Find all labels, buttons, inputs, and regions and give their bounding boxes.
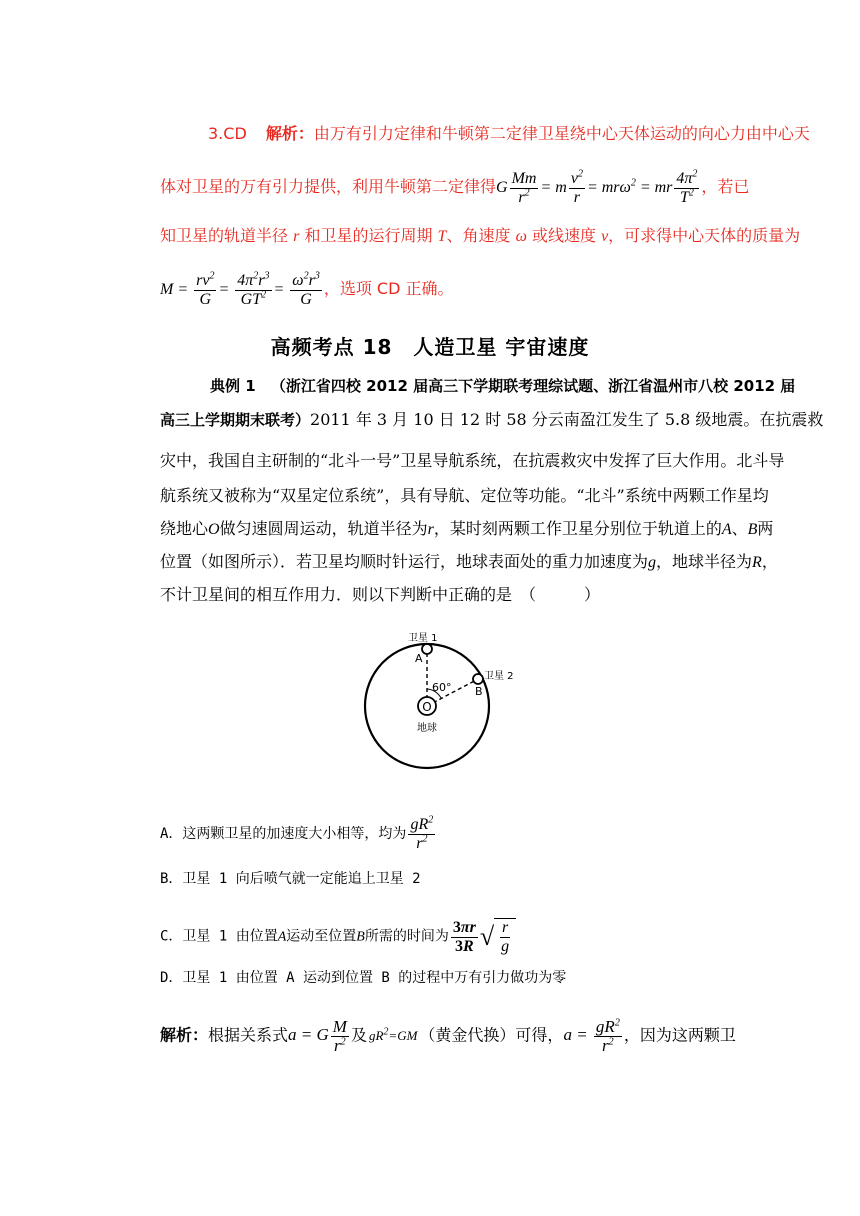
- var-omega: ω: [515, 228, 527, 245]
- var-O: O: [208, 521, 220, 538]
- var-v: v: [601, 228, 609, 245]
- analysis-line: [160, 1018, 736, 1055]
- analysis-text-2: 及: [350, 1025, 367, 1045]
- golden-substitution: $gR^2=GM$: [368, 1027, 418, 1044]
- analysis-formula-1: a = G $\frac{M}{r^2}$: [288, 1017, 347, 1055]
- prev-solution-text-3c: 、角速度: [446, 226, 511, 245]
- option-c-text-1: C．卫星 1 由位置: [160, 928, 278, 945]
- example-line-5: [160, 519, 773, 540]
- prev-solution-text-3a: 知卫星的轨道半径: [160, 226, 289, 245]
- var-B: B: [747, 521, 758, 538]
- prev-solution-line-4: [160, 272, 454, 309]
- angle-label: 60°: [432, 681, 452, 694]
- example-line-5a: 绕地心: [160, 519, 209, 538]
- example-line-7: 不计卫星间的相互作用力．则以下判断中正确的是 （ ）: [160, 585, 601, 604]
- prev-solution-line-1: [208, 124, 810, 144]
- analysis-text-3: （黄金代换）可得，: [419, 1025, 564, 1045]
- satellite-1-icon: [422, 644, 432, 654]
- var-R: R: [752, 554, 762, 571]
- var-r: r: [293, 228, 300, 245]
- prev-solution-line-2: [160, 170, 749, 207]
- option-c-formula: $\frac{3\pi r}{3R}$ √ $\frac{r}{g}$: [449, 928, 516, 945]
- example-line-5b: 做匀速圆周运动，轨道半径为: [219, 519, 428, 538]
- example-line-6a: 位置（如图所示）．若卫星均顺时针运行，地球表面处的重力加速度为: [160, 552, 649, 571]
- prev-solution-line-3: [160, 226, 800, 247]
- var-r-example: r: [427, 521, 434, 538]
- example-line-5c: ，某时刻两颗工作卫星分别位于轨道上的: [433, 519, 722, 538]
- point-B-label: B: [475, 685, 483, 698]
- analysis-text-4: ，因为这两颗卫: [623, 1025, 736, 1045]
- answer-number: 3.CD: [208, 124, 247, 143]
- example-line-2: [160, 410, 823, 430]
- prev-solution-text-4: ，选项 CD 正确。: [323, 279, 454, 299]
- analysis-label: 解析：: [265, 124, 314, 143]
- example-source-1: （浙江省四校 2012 届高三下学期联考理综试题、浙江省温州市八校 2012 届: [270, 377, 796, 395]
- gravity-equation: G $\frac{Mm}{r^2}$ = m $\frac{v^2}{r}$ = mrω$^2$ = mr $\frac{4\pi^2}{T^2}$: [496, 168, 698, 206]
- point-A-label: A: [415, 652, 423, 665]
- satellite-1-label: 卫星 1: [408, 633, 438, 644]
- option-a-formula: $\frac{gR^2}{r^2}$: [410, 814, 434, 852]
- example-line-6b: ，地球半径为: [656, 552, 753, 571]
- analysis-text-1: 根据关系式: [208, 1025, 289, 1045]
- example-line-4: 航系统又被称为“双星定位系统”，具有导航、定位等功能。“北斗”系统中两颗工作星均: [160, 486, 769, 505]
- analysis-formula-2: a = $\frac{gR^2}{r^2}$: [563, 1017, 620, 1055]
- prev-solution-text-3e: ，可求得中心天体的质量为: [608, 226, 801, 245]
- example-line-3: 灾中，我国自主研制的“北斗一号”卫星导航系统，在抗震救灾中发挥了巨大作用。北斗导: [160, 451, 785, 470]
- example-line-5d: 、: [731, 519, 748, 538]
- option-a-text: A．这两颗卫星的加速度大小相等，均为: [160, 826, 407, 843]
- option-c-B: B: [356, 929, 365, 945]
- example-line-6: [160, 552, 778, 573]
- prev-solution-text-3b: 和卫星的运行周期: [304, 226, 433, 245]
- example-line-6c: ，: [761, 552, 778, 571]
- prev-solution-text-3d: 或线速度: [531, 226, 596, 245]
- var-T: T: [437, 228, 447, 245]
- analysis-label-2: 解析：: [160, 1025, 209, 1045]
- section-heading: 高频考点 18 人造卫星 宇宙速度: [270, 335, 590, 359]
- option-c: [160, 918, 516, 956]
- earth-label: 地球: [417, 723, 437, 734]
- var-g: g: [648, 554, 657, 571]
- example-line-1: [210, 376, 795, 396]
- example-source-2: 高三上学期期末联考）: [160, 411, 311, 429]
- prev-solution-text-1: 由万有引力定律和牛顿第二定律卫星绕中心天体运动的向心力由中心天: [313, 124, 810, 143]
- option-b: B．卫星 1 向后喷气就一定能追上卫星 2: [160, 871, 421, 887]
- option-c-text-3: 所需的时间为: [364, 928, 449, 945]
- var-A: A: [721, 521, 732, 538]
- prev-solution-text-2b: ，若已: [701, 177, 750, 197]
- option-a: [160, 816, 437, 853]
- orbit-diagram: [366, 629, 514, 774]
- prev-solution-text-2a: 体对卫星的万有引力提供，利用牛顿第二定律得: [160, 177, 497, 197]
- satellite-2-label: 卫星 2: [484, 671, 514, 682]
- option-d: D．卫星 1 由位置 A 运动到位置 B 的过程中万有引力做功为零: [160, 970, 567, 986]
- option-c-text-2: 运动至位置: [286, 928, 357, 945]
- mass-equation: M = $\frac{rv^2}{G}$ = $\frac{4\pi^2r^3}{GT^2}$ = $\frac{\omega^2r^3}{G}$: [160, 270, 320, 308]
- center-label: O: [422, 700, 432, 714]
- example-line-5e: 两: [757, 519, 774, 538]
- option-c-A: A: [277, 929, 287, 945]
- example-line-2-text: 2011 年 3 月 10 日 12 时 58 分云南盈江发生了 5.8 级地震。在抗震救: [310, 410, 824, 429]
- satellite-2-icon: [473, 674, 483, 684]
- example-label: 典例 1: [210, 377, 256, 395]
